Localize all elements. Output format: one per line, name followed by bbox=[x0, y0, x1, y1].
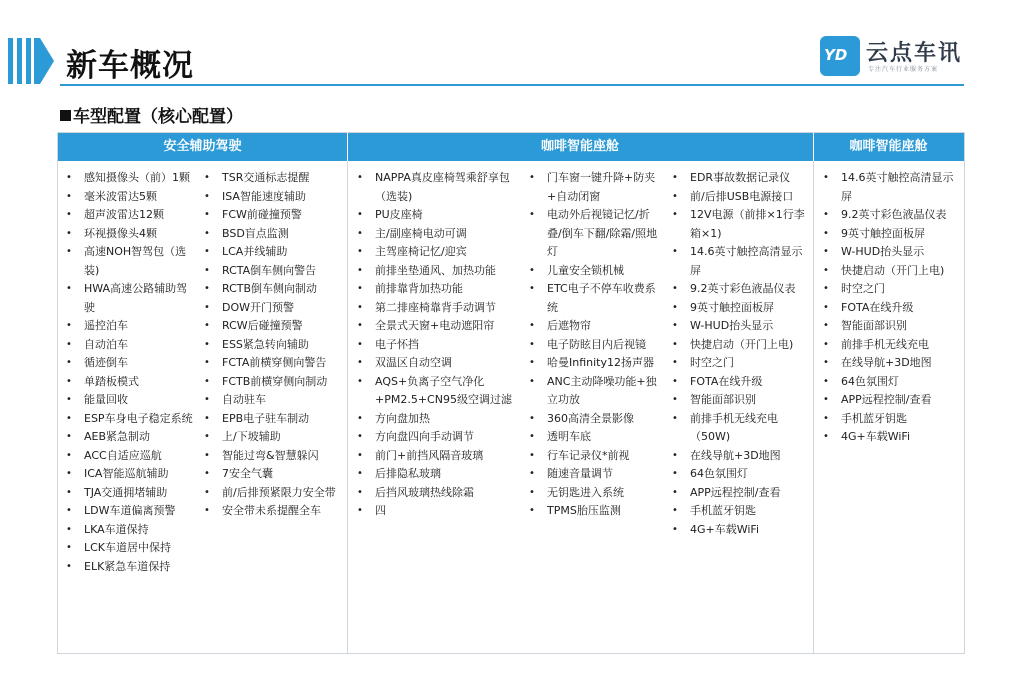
decoration-bar bbox=[26, 38, 31, 84]
feature-item: • 前/后排预紧限力安全带 bbox=[204, 484, 346, 503]
feature-item: • HWA高速公路辅助驾驶 bbox=[66, 280, 198, 317]
feature-item: • 64色氛围灯 bbox=[672, 465, 810, 484]
feature-item: • 全景式天窗+电动遮阳帘 bbox=[357, 317, 517, 336]
feature-item: • 前门+前挡风隔音玻璃 bbox=[357, 447, 517, 466]
feature-item: • 高速NOH智驾包（选装) bbox=[66, 243, 198, 280]
feature-item: • 儿童安全锁机械 bbox=[529, 262, 659, 281]
feature-item: • LKA车道保持 bbox=[66, 521, 198, 540]
feature-item: • RCTB倒车侧向制动 bbox=[204, 280, 346, 299]
feature-item: • ESS紧急转向辅助 bbox=[204, 336, 346, 355]
feature-item: • 64色氛围灯 bbox=[823, 373, 959, 392]
header-cell-safety: 安全辅助驾驶 bbox=[163, 139, 242, 154]
feature-item: • 后挡风玻璃热线除霜 bbox=[357, 484, 517, 503]
feature-item: • PU皮座椅 bbox=[357, 206, 517, 225]
feature-item: • ANC主动降噪功能+独立功放 bbox=[529, 373, 659, 410]
column-divider bbox=[347, 133, 348, 653]
feature-item: • 电子防眩目内后视镜 bbox=[529, 336, 659, 355]
feature-column bbox=[672, 169, 810, 539]
feature-column bbox=[529, 169, 659, 521]
header-divider bbox=[813, 133, 814, 161]
feature-item: • 时空之门 bbox=[672, 354, 810, 373]
feature-item: • 环视摄像头4颗 bbox=[66, 225, 198, 244]
header-divider bbox=[347, 133, 348, 161]
feature-item: • 主/副座椅电动可调 bbox=[357, 225, 517, 244]
feature-item: • 前排坐垫通风、加热功能 bbox=[357, 262, 517, 281]
feature-item: • 自动驻车 bbox=[204, 391, 346, 410]
feature-item: • EPB电子驻车制动 bbox=[204, 410, 346, 429]
feature-item: • EDR事故数据记录仪 bbox=[672, 169, 810, 188]
header-cell-cockpit: 咖啡智能座舱 bbox=[540, 139, 619, 154]
feature-item: • BSD盲点监测 bbox=[204, 225, 346, 244]
feature-column bbox=[66, 169, 198, 576]
section-title bbox=[60, 102, 243, 127]
header-divider bbox=[60, 84, 964, 86]
feature-item: • RCW后碰撞预警 bbox=[204, 317, 346, 336]
feature-list bbox=[529, 169, 659, 521]
feature-item: • 手机蓝牙钥匙 bbox=[672, 502, 810, 521]
feature-item: • 后排隐私玻璃 bbox=[357, 465, 517, 484]
feature-item: • 电子怀挡 bbox=[357, 336, 517, 355]
feature-item: • FCTA前横穿侧向警告 bbox=[204, 354, 346, 373]
decoration-bar bbox=[8, 38, 13, 84]
feature-item: • 感知摄像头（前）1颗 bbox=[66, 169, 198, 188]
feature-item: • 第二排座椅靠背手动调节 bbox=[357, 299, 517, 318]
feature-item: • FCW前碰撞预警 bbox=[204, 206, 346, 225]
feature-item: • DOW开门预警 bbox=[204, 299, 346, 318]
feature-item: • 上/下坡辅助 bbox=[204, 428, 346, 447]
feature-item: • 7安全气囊 bbox=[204, 465, 346, 484]
decoration-bar bbox=[17, 38, 22, 84]
feature-item: • 单踏板模式 bbox=[66, 373, 198, 392]
feature-item: • 透明车底 bbox=[529, 428, 659, 447]
feature-item: • 前排手机无线充电 bbox=[823, 336, 959, 355]
feature-item: • 能量回收 bbox=[66, 391, 198, 410]
feature-item: • 在线导航+3D地图 bbox=[672, 447, 810, 466]
feature-list bbox=[357, 169, 517, 521]
feature-item: • AQS+负离子空气净化+PM2.5+CN95级空调过滤 bbox=[357, 373, 517, 410]
feature-item: • LCA并线辅助 bbox=[204, 243, 346, 262]
feature-item: • 14.6英寸触控高清显示屏 bbox=[823, 169, 959, 206]
feature-item: • 门车窗一键升降+防夹+自动闭窗 bbox=[529, 169, 659, 206]
feature-item: • 在线导航+3D地图 bbox=[823, 354, 959, 373]
title-decoration-bars bbox=[8, 38, 35, 84]
feature-item: • 14.6英寸触控高清显示屏 bbox=[672, 243, 810, 280]
feature-list bbox=[672, 169, 810, 539]
feature-column bbox=[823, 169, 959, 447]
feature-list bbox=[823, 169, 959, 447]
logo-mark-text: YD bbox=[824, 46, 848, 64]
feature-column bbox=[204, 169, 346, 521]
feature-item: • NAPPA真皮座椅驾乘舒享包（选装) bbox=[357, 169, 517, 206]
feature-item: • 9.2英寸彩色液晶仪表 bbox=[823, 206, 959, 225]
feature-list bbox=[204, 169, 346, 521]
feature-item: • 智能面部识别 bbox=[672, 391, 810, 410]
feature-item: • 后遮物帘 bbox=[529, 317, 659, 336]
feature-item: • ISA智能速度辅助 bbox=[204, 188, 346, 207]
feature-item: • 4G+车载WiFi bbox=[672, 521, 810, 540]
logo-mark-icon bbox=[820, 36, 860, 76]
feature-item: • W-HUD抬头显示 bbox=[672, 317, 810, 336]
config-table bbox=[57, 132, 965, 654]
feature-item: • APP远程控制/查看 bbox=[823, 391, 959, 410]
feature-item: • 行车记录仪*前视 bbox=[529, 447, 659, 466]
feature-item: • ICA智能巡航辅助 bbox=[66, 465, 198, 484]
square-bullet-icon bbox=[60, 110, 71, 121]
feature-item: • ELK紧急车道保持 bbox=[66, 558, 198, 577]
logo-slogan: 专注汽车行业服务方案 bbox=[868, 66, 939, 73]
feature-item: • TPMS胎压监测 bbox=[529, 502, 659, 521]
feature-item: • 9.2英寸彩色液晶仪表 bbox=[672, 280, 810, 299]
feature-item: • 安全带未系提醒全车 bbox=[204, 502, 346, 521]
feature-item: • AEB紧急制动 bbox=[66, 428, 198, 447]
feature-item: • 12V电源（前排×1行李箱×1) bbox=[672, 206, 810, 243]
feature-item: • TSR交通标志提醒 bbox=[204, 169, 346, 188]
feature-item: • 毫米波雷达5颗 bbox=[66, 188, 198, 207]
feature-item: • 手机蓝牙钥匙 bbox=[823, 410, 959, 429]
feature-item: • 时空之门 bbox=[823, 280, 959, 299]
page-title: 新车概况 bbox=[66, 48, 194, 84]
feature-item: • 自动泊车 bbox=[66, 336, 198, 355]
feature-item: • 电动外后视镜记忆/折叠/倒车下翻/除霜/照地灯 bbox=[529, 206, 659, 262]
column-divider bbox=[813, 133, 814, 653]
feature-item: • 无钥匙进入系统 bbox=[529, 484, 659, 503]
table-header bbox=[58, 133, 964, 161]
feature-item: • FOTA在线升级 bbox=[672, 373, 810, 392]
feature-item: • 智能过弯&智慧躲闪 bbox=[204, 447, 346, 466]
feature-item: • 前排靠背加热功能 bbox=[357, 280, 517, 299]
feature-item: • W-HUD抬头显示 bbox=[823, 243, 959, 262]
feature-list bbox=[66, 169, 198, 576]
section-title-text: 车型配置（核心配置） bbox=[73, 107, 243, 127]
feature-item: • 遥控泊车 bbox=[66, 317, 198, 336]
feature-item: • 智能面部识别 bbox=[823, 317, 959, 336]
feature-item: • 9英寸触控面板屏 bbox=[823, 225, 959, 244]
feature-item: • FOTA在线升级 bbox=[823, 299, 959, 318]
feature-item: • 快捷启动（开门上电) bbox=[672, 336, 810, 355]
feature-item: • 快捷启动（开门上电) bbox=[823, 262, 959, 281]
feature-item: • LDW车道偏离预警 bbox=[66, 502, 198, 521]
feature-item: • 9英寸触控面板屏 bbox=[672, 299, 810, 318]
feature-item: • 哈曼Infinity12扬声器 bbox=[529, 354, 659, 373]
feature-item: • RCTA倒车侧向警告 bbox=[204, 262, 346, 281]
brand-logo bbox=[820, 34, 970, 78]
feature-item: • 方向盘四向手动调节 bbox=[357, 428, 517, 447]
feature-item: • 前/后排USB电源接口 bbox=[672, 188, 810, 207]
feature-item: • 方向盘加热 bbox=[357, 410, 517, 429]
feature-item: • ESP车身电子稳定系统 bbox=[66, 410, 198, 429]
feature-item: • ETC电子不停车收费系统 bbox=[529, 280, 659, 317]
feature-item: • 循迹倒车 bbox=[66, 354, 198, 373]
feature-item: • APP远程控制/查看 bbox=[672, 484, 810, 503]
feature-item: • LCK车道居中保持 bbox=[66, 539, 198, 558]
feature-item: • 前排手机无线充电（50W) bbox=[672, 410, 810, 447]
feature-item: • ACC自适应巡航 bbox=[66, 447, 198, 466]
feature-item: • 超声波雷达12颗 bbox=[66, 206, 198, 225]
chevron-right-icon bbox=[34, 38, 54, 84]
feature-item: • 4G+车载WiFi bbox=[823, 428, 959, 447]
feature-item: • 双温区自动空调 bbox=[357, 354, 517, 373]
logo-name: 云点车讯 bbox=[866, 41, 963, 66]
feature-item: • 四 bbox=[357, 502, 517, 521]
feature-item: • FCTB前横穿侧向制动 bbox=[204, 373, 346, 392]
feature-item: • TJA交通拥堵辅助 bbox=[66, 484, 198, 503]
feature-item: • 360高清全景影像 bbox=[529, 410, 659, 429]
header-cell-cockpit-2: 咖啡智能座舱 bbox=[849, 139, 928, 154]
feature-item: • 随速音量调节 bbox=[529, 465, 659, 484]
feature-item: • 主驾座椅记忆/迎宾 bbox=[357, 243, 517, 262]
feature-column bbox=[357, 169, 517, 521]
